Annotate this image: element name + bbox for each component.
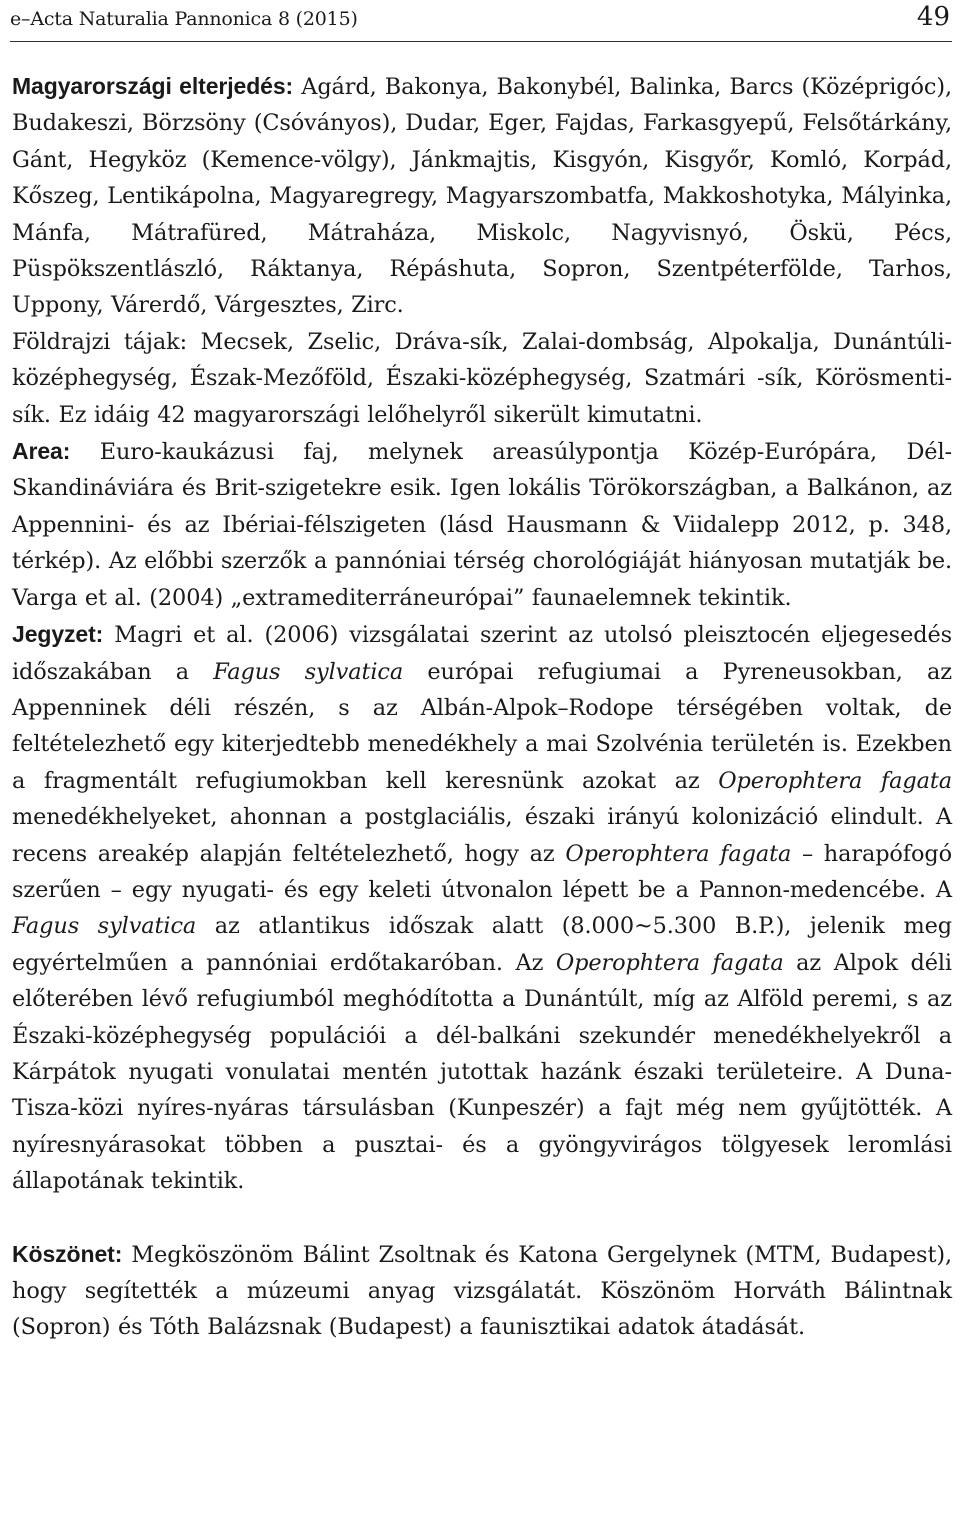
page-number: 49 — [916, 2, 950, 32]
note-text-2: európai refugiumai a Pyreneusokban, az Appenninek déli részén, s az Albán-Alpok–Rodope térségében voltak, de feltételezhető egy kiterjedtebb menedékhely a mai Szolvénia területén is. Ezekben a fragmentált refugiumokban kell keresnünk azokat az — [12, 658, 952, 794]
species-name-operophtera: Operophtera fagata — [555, 949, 784, 976]
species-name-fagus: Fagus sylvatica — [12, 913, 197, 940]
acknowledgement-label: Köszönet: — [12, 1240, 123, 1267]
note-text-6: az Alpok déli előterében lévő refugiumból meghódította a Dunántúlt, míg az Alföld peremi, s az Északi-középhegység populációi a dél-balkáni szekundér menedékhelyekről a Kárpátok nyugati vonulatai mentén jutottak hazánk északi területeire. A Duna-Tisza-közi nyíres-nyáras társulásban (Kunpeszér) a fajt még nem gyűjtötték. A nyíresnyárasokat többen a pusztai- és a gyöngyvirágos tölgyesek leromlási állapotának tekintik. — [12, 949, 952, 1195]
note-text-5: az atlantikus időszak alatt (8.000~5.300 B.P.), jelenik meg egyértelműen a pannóniai erdőtakaróban. Az — [12, 913, 952, 976]
article-body — [12, 68, 952, 1346]
paragraph-gap — [12, 1200, 952, 1236]
area-paragraph — [12, 433, 952, 616]
note-label: Jegyzet: — [12, 621, 104, 648]
note-text-3: menedékhelyeket, ahonnan a postglaciális, északi irányú kolonizáció elindult. A recens areakép alapján feltételezhető, hogy az — [12, 804, 952, 867]
species-name-operophtera: Operophtera fagata — [565, 840, 792, 867]
species-name-operophtera: Operophtera fagata — [718, 767, 952, 794]
note-text-1: Magri et al. (2006) vizsgálatai szerint az utolsó pleisztocén eljegesedés időszakában a — [12, 622, 952, 685]
acknowledgement-paragraph — [12, 1236, 952, 1346]
page-header — [10, 0, 952, 42]
note-paragraph — [12, 616, 952, 1200]
distribution-text: Agárd, Bakonya, Bakonybél, Balinka, Barcs (Középrigóc), Budakeszi, Börzsöny (Csóványos), Dudar, Eger, Fajdas, Farkasgyepű, Felsőtárkány, Gánt, Hegyköz (Kemence-völgy), Jánkmajtis, Kisgyón, Kisgyőr, Komló, Korpád, Kőszeg, Lentikápolna, Magyaregregy, Magyarszombatfa, Makkoshotyka, Mályinka, Mánfa, Mátrafüred, Mátraháza, Miskolc, Nagyvisnyó, Öskü, Pécs, Püspökszentlászló, Ráktanya, Répáshuta, Sopron, Szentpéterfölde, Tarhos, Uppony, Várerdő, Várgesztes, Zirc. — [12, 74, 952, 319]
note-text-4: – harapófogó szerűen – egy nyugati- és egy keleti útvonalon lépett be a Pannon-medencébe. A — [12, 840, 952, 903]
distribution-paragraph — [12, 68, 952, 324]
species-name-fagus: Fagus sylvatica — [213, 658, 404, 685]
regions-paragraph: Földrajzi tájak: Mecsek, Zselic, Dráva-sík, Zalai-dombság, Alpokalja, Dunántúli-középhegység, Észak-Mezőföld, Északi-középhegység, Szatmári -sík, Körösmenti-sík. Ez idáig 42 magyarországi lelőhelyről sikerült kimutatni. — [12, 328, 952, 428]
area-label: Area: — [12, 438, 71, 465]
acknowledgement-text: Megköszönöm Bálint Zsoltnak és Katona Gergelynek (MTM, Budapest), hogy segítették a múzeumi anyag vizsgálatát. Köszönöm Horváth Bálintnak (Sopron) és Tóth Balázsnak (Budapest) a faunisztikai adatok átadását. — [12, 1241, 952, 1341]
journal-title: e–Acta Naturalia Pannonica 8 (2015) — [10, 8, 358, 30]
distribution-label: Magyarországi elterjedés: — [12, 73, 294, 99]
area-text: Euro-kaukázusi faj, melynek areasúlypontja Közép-Európára, Dél-Skandináviára és Brit-szigetekre esik. Igen lokális Törökországban, a Balkánon, az Appennini- és az Ibériai-félszigeten (lásd Hausmann & Viidalepp 2012, p. 348, térkép). Az előbbi szerzők a pannóniai térség chorológiáját hiányosan mutatják be. Varga et al. (2004) „extramediterráneurópai” faunaelemnek tekintik. — [12, 439, 952, 611]
